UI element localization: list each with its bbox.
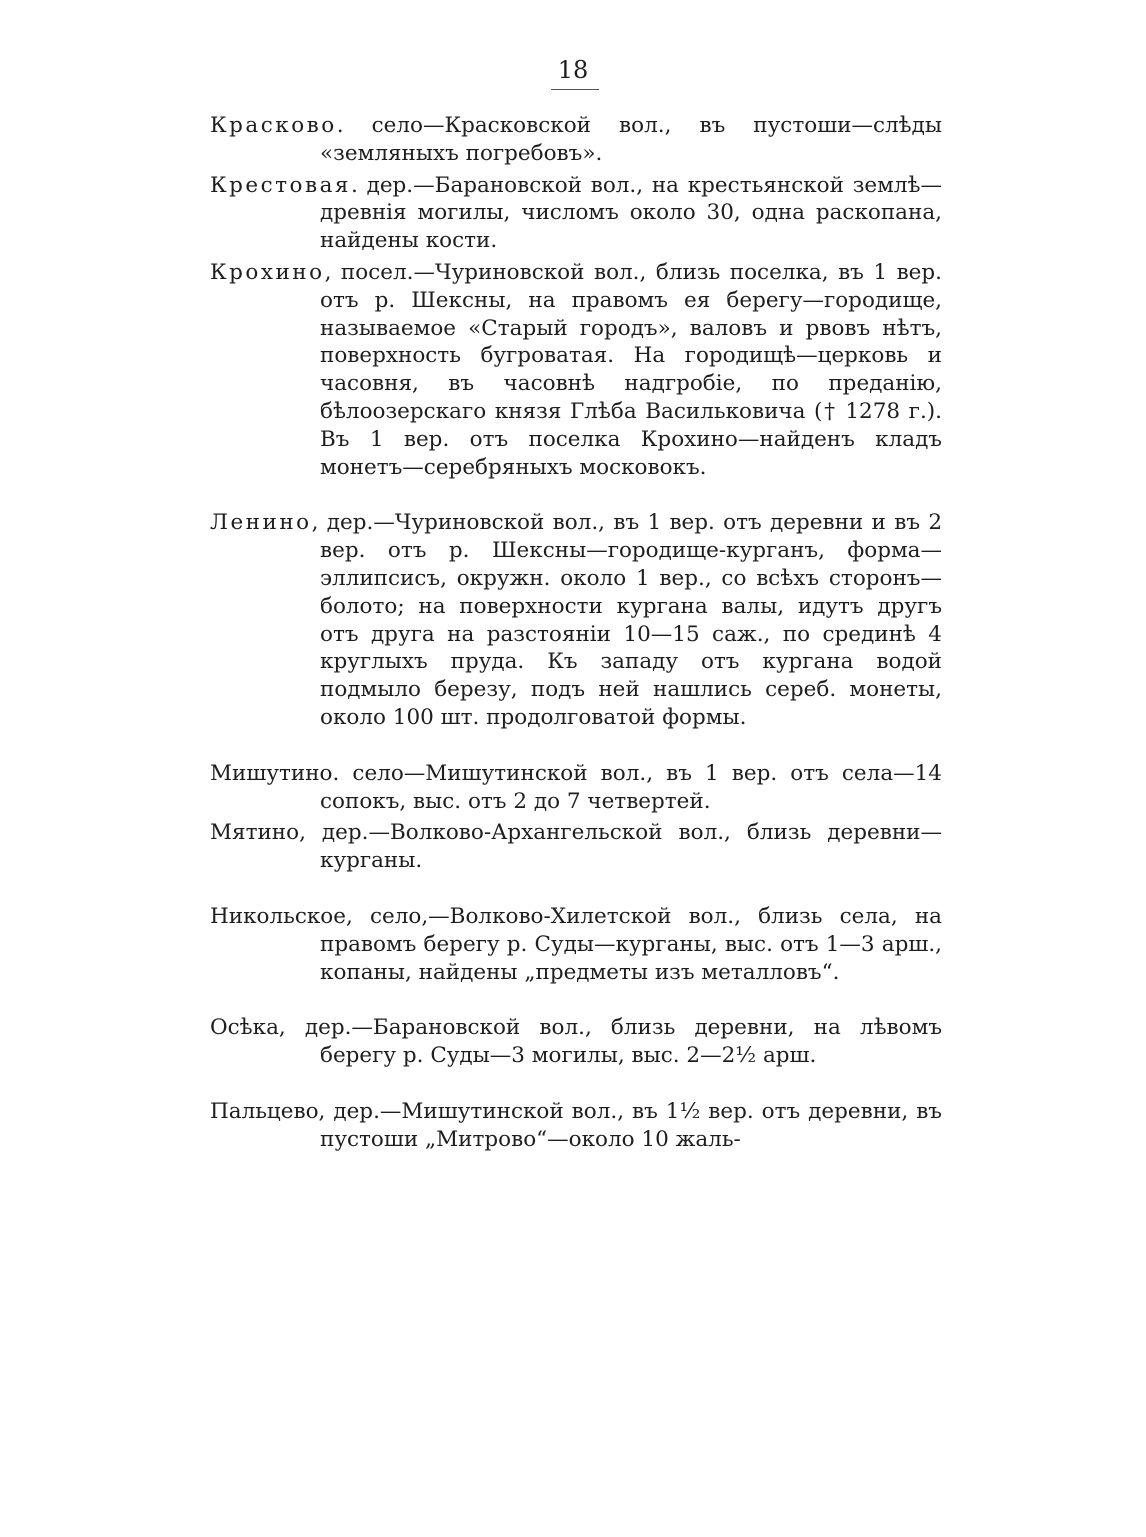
entry-paltsevo: [210, 1098, 942, 1154]
entry-nikolskoe: [210, 903, 942, 986]
entry-oseka: [210, 1014, 942, 1070]
entry-name: Мишутино: [210, 760, 333, 786]
entry-name: Крестовая: [210, 172, 351, 198]
entry-text: , дер.—Мишутинской вол., въ 1½ вер. отъ деревни, въ пустоши „Митрово“—около 10 жаль-: [318, 1098, 942, 1152]
page-number-rule: [551, 89, 599, 90]
entry-name: Крохино: [210, 259, 325, 285]
entry-text: . дер.—Барановской вол., на крестьянской землѣ—древнія могилы, числомъ около 30, одна раскопана, найдены кости.: [320, 172, 942, 254]
entry-name: Осѣка: [210, 1015, 279, 1041]
entry-name: Пальцево: [210, 1098, 319, 1124]
page-number: 18: [557, 56, 589, 84]
entry-text: . село—Красковской вол., въ пустоши—слѣды «земляныхъ погребовъ».: [320, 113, 942, 166]
entry-lenino: [210, 509, 942, 731]
gazetteer-entries: [210, 112, 942, 1154]
entry-text: , посел.—Чуриновской вол., близь поселка, въ 1 вер. отъ р. Шексны, на правомъ ея берегу—городище, называемое «Старый городъ», валовъ и рвовъ нѣтъ, поверхность бугроватая. На городищѣ—церковь и часовня, въ часовнѣ надгробіе, по преданію, бѣлоозерскаго князя Глѣба Васильковича († 1278 г.). Въ 1 вер. отъ поселка Крохино—найденъ кладъ монетъ—серебряныхъ московокъ.: [320, 259, 942, 480]
entry-krokhino: [210, 259, 942, 481]
entry-mishutino: [210, 760, 942, 816]
entry-text: , дер.—Чуриновской вол., въ 1 вер. отъ деревни и въ 2 вер. отъ р. Шексны—городище-курганъ, форма—эллипсисъ, окружн. около 1 вер., со всѣхъ сторонъ—болото; на поверхности кургана валы, идутъ другъ отъ друга на разстояніи 10—15 саж., по срединѣ 4 круглыхъ пруда. Къ западу отъ кургана водой подмыло березу, подъ ней нашлись сереб. монеты, около 100 шт. продолговатой формы.: [311, 510, 942, 730]
entry-name: Ленино: [210, 510, 312, 536]
entry-text: , село,—Волково-Хилетской вол., близь села, на правомъ берегу р. Суды—курганы, выс. отъ 1—3 арш., копаны, найдены „предметы изъ металловъ“.: [320, 903, 942, 985]
entry-myatino: [210, 819, 942, 875]
entry-text: , дер.—Барановской вол., близь деревни, на лѣвомъ берегу р. Суды—3 могилы, выс. 2—2½ арш.: [278, 1015, 942, 1069]
entry-kraskovo: [210, 112, 942, 168]
entry-name: Никольское: [210, 903, 346, 929]
entry-krestovaya: [210, 172, 942, 255]
entry-name: Красково: [210, 113, 337, 138]
entry-text: . село—Мишутинской вол., въ 1 вер. отъ села—14 сопокъ, выс. отъ 2 до 7 четвертей.: [320, 760, 942, 814]
entry-name: Мятино: [210, 820, 300, 846]
entry-text: , дер.—Волково-Архангельской вол., близь деревни—курганы.: [299, 820, 942, 874]
